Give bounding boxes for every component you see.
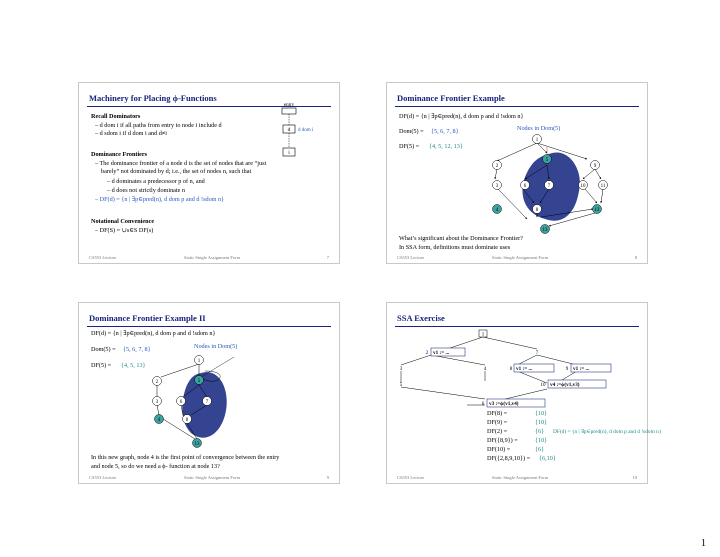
stmt-node8: v1 := ...: [516, 366, 533, 372]
slide-title: Machinery for Placing ϕ-Functions: [89, 93, 217, 103]
df5-value: {4, 5, 12, 13}: [429, 143, 463, 150]
svg-text:12: 12: [594, 208, 600, 213]
nodes-in-dom-label: Nodes in Dom(5): [194, 343, 238, 350]
footer-mid: Static Single Assignment Form: [184, 255, 241, 260]
node-4: 4: [483, 367, 487, 372]
svg-text:10: 10: [580, 184, 586, 189]
df-row-value: {6,10}: [539, 455, 556, 462]
df5-value: {4, 5, 13}: [121, 362, 146, 369]
node-5: 5: [399, 383, 403, 388]
df-row-value: {6}: [535, 428, 545, 435]
i-label: i: [288, 150, 290, 156]
dominator-diagram: [274, 101, 334, 181]
svg-text:2: 2: [155, 380, 159, 385]
stmt-node2: v1 := ...: [433, 350, 450, 356]
cfg-graph-2: [139, 347, 259, 459]
stmt-node6: v3 :=ϕ(v1,v4): [489, 401, 519, 407]
footer-num: 7: [326, 255, 329, 260]
df-row-value: {10}: [535, 410, 548, 417]
significance-question: What’s significant about the Dominance Frontier?: [399, 235, 523, 242]
df5-label: DF(5) =: [91, 362, 112, 369]
node-3: 3: [399, 367, 403, 372]
frontier-sub-2: – d does not strictly dominate n: [107, 187, 186, 194]
df-definition: DF(d) = {n | ∃p∈pred(n), d dom p and d !sdom n}: [553, 429, 662, 435]
footer-left: CS553 Lecture: [397, 255, 425, 260]
slide-title: Dominance Frontier Example II: [89, 313, 206, 323]
cfg-graph: [487, 131, 647, 241]
node-2: 2: [425, 351, 429, 356]
svg-text:2: 2: [495, 164, 499, 169]
note-line-1: In this new graph, node 4 is the first point of convergence between the entry: [91, 454, 280, 461]
df5-label: DF(5) =: [399, 143, 420, 150]
node-8: 8: [509, 367, 513, 372]
ssa-cfg: [387, 327, 647, 429]
footer-num: 10: [632, 475, 637, 480]
node-9: 9: [565, 367, 569, 372]
stmt-node9: v1 := ...: [573, 366, 590, 372]
svg-text:4: 4: [157, 418, 161, 423]
note-line-2: and node 5, so do we need a ϕ- function at node 13?: [91, 463, 220, 470]
svg-text:11: 11: [600, 184, 606, 189]
frontier-def: – DF(d) = {n | ∃p∈pred(n), d dom p and d !sdom n}: [95, 196, 225, 203]
df-row-value: {10}: [535, 437, 548, 444]
df-row-label: DF(2) =: [487, 428, 508, 435]
nodes-in-dom-label: Nodes in Dom(5): [517, 125, 561, 132]
svg-text:7: 7: [205, 400, 209, 405]
svg-text:1: 1: [197, 359, 201, 364]
slide-df-example-2: [78, 302, 340, 484]
svg-text:1: 1: [481, 332, 485, 338]
svg-text:4: 4: [495, 208, 499, 213]
page-number: 1: [701, 538, 706, 549]
significance-answer: In SSA form, definitions must dominate uses: [399, 244, 511, 251]
entry-label: entry: [283, 103, 295, 108]
df-row-label: DF(8) =: [487, 410, 508, 417]
notation-item: – DF(S) = ∪s∈S DF(s): [95, 227, 154, 234]
footer-left: CS553 Lecture: [89, 255, 117, 260]
dom5-value: {5, 6, 7, 8}: [123, 346, 151, 353]
footer-left: CS553 Lecture: [397, 475, 425, 480]
dom5-label: Dom(5) =: [91, 346, 116, 353]
df-row-label: DF(10) =: [487, 446, 511, 453]
svg-text:5: 5: [197, 379, 201, 384]
node-6: 6: [481, 402, 485, 407]
df-definition: DF(d) = {n | ∃p∈pred(n), d dom p and d !sdom n}: [399, 113, 524, 120]
svg-text:6: 6: [179, 400, 183, 405]
svg-text:13: 13: [542, 228, 548, 233]
df-definition: DF(d) = {n | ∃p∈pred(n), d dom p and d !sdom n}: [91, 330, 216, 337]
footer-left: CS553 Lecture: [89, 475, 117, 480]
slide-df-example: [386, 82, 648, 264]
df-row-value: {10}: [535, 419, 548, 426]
df-row-value: {6}: [535, 446, 545, 453]
df-row-label: DF(9) =: [487, 419, 508, 426]
svg-text:5: 5: [545, 158, 549, 163]
d-label: d: [287, 127, 291, 133]
svg-text:3: 3: [155, 400, 159, 405]
dom5-label: Dom(5) =: [399, 128, 424, 135]
title-rule: [395, 106, 639, 107]
title-rule: [87, 326, 331, 327]
footer-num: 9: [326, 475, 329, 480]
d-dom-i-label: d dom i: [298, 128, 314, 133]
slide-title: SSA Exercise: [397, 313, 445, 323]
node-10: 10: [540, 383, 546, 388]
notation-heading: Notational Convenience: [91, 218, 155, 225]
svg-text:6: 6: [523, 184, 527, 189]
slide-machinery: [78, 82, 340, 264]
footer-num: 8: [634, 255, 637, 260]
node-7: 7: [535, 351, 539, 356]
footer-mid: Static Single Assignment Form: [492, 255, 549, 260]
svg-text:1: 1: [535, 138, 539, 143]
svg-text:9: 9: [593, 164, 597, 169]
svg-text:7: 7: [547, 184, 551, 189]
dom5-value: {5, 6, 7, 8}: [431, 128, 459, 135]
df-row-label: DF({2,8,9,10}) =: [487, 455, 531, 462]
footer-mid: Static Single Assignment Form: [492, 475, 549, 480]
recall-item-sdom: – d sdom i if d dom i and d≠i: [95, 130, 167, 137]
footer-mid: Static Single Assignment Form: [184, 475, 241, 480]
frontier-heading: Dominance Frontiers: [91, 151, 148, 158]
recall-heading: Recall Dominators: [91, 113, 141, 120]
svg-text:13: 13: [194, 442, 200, 447]
df-row-label: DF({8,9}) =: [487, 437, 518, 444]
entry-box: [282, 108, 296, 114]
svg-text:3: 3: [495, 184, 499, 189]
slide-ssa-exercise: [386, 302, 662, 484]
stmt-node10: v4 :=ϕ(v1,v3): [550, 382, 580, 388]
recall-item-dom: – d dom i if all paths from entry to node i include d: [95, 122, 222, 129]
frontier-item: – The dominance frontier of a node d is the set of nodes that are “just: [95, 160, 267, 167]
frontier-item-2: barely” not dominated by d; i.e., the set of nodes n, such that: [101, 168, 252, 175]
slide-title: Dominance Frontier Example: [397, 93, 505, 103]
svg-text:8: 8: [535, 208, 539, 213]
frontier-sub-1: – d dominates a predecessor p of n, and: [107, 178, 205, 185]
svg-text:8: 8: [185, 418, 189, 423]
